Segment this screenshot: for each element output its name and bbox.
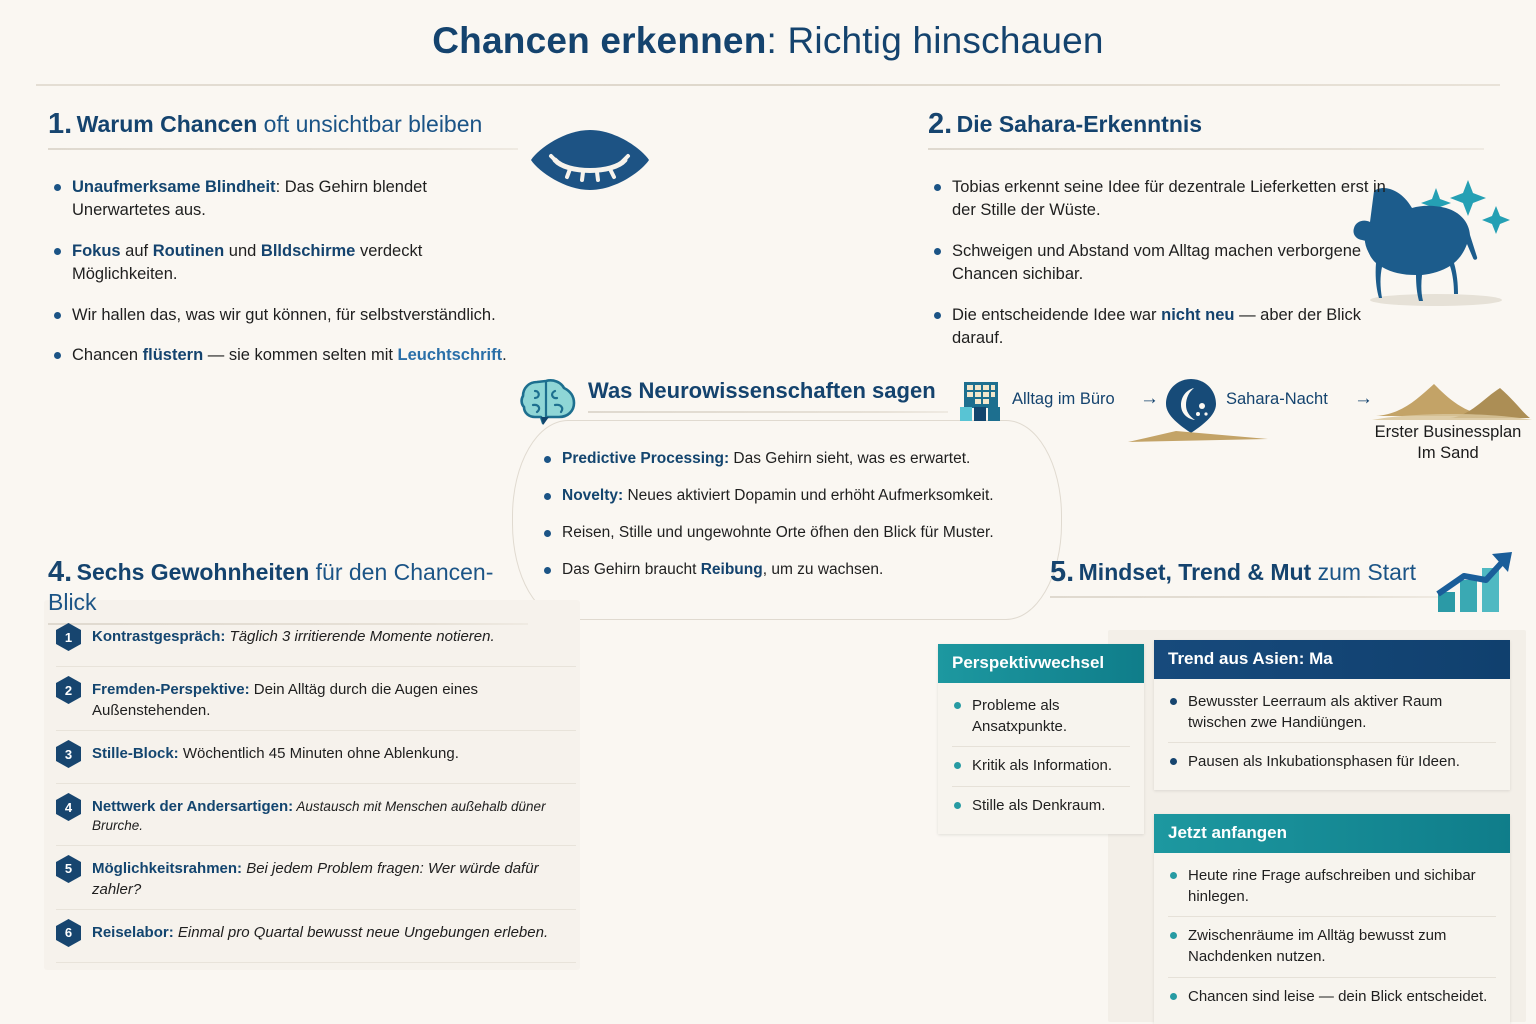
card-heading: Jetzt anfangen — [1154, 814, 1510, 853]
hex-number-badge: 6 — [56, 919, 81, 947]
card-list — [952, 687, 1130, 826]
section-2-bullet-list — [930, 176, 1400, 368]
closed-eye-icon — [529, 128, 651, 192]
list-item — [56, 731, 576, 784]
list-item: Probleme als Ansatxpunkte. — [952, 687, 1130, 747]
hex-number-badge: 5 — [56, 855, 81, 883]
card-heading: Trend aus Asien: Ma — [1154, 640, 1510, 679]
journey-flow — [958, 378, 1536, 468]
hex-number-badge: 2 — [56, 676, 81, 704]
list-item: Wir hallen das, was wir gut können, für selbstverständlich. — [50, 304, 520, 327]
title-divider — [36, 84, 1500, 86]
section-4-number: 4. — [48, 556, 73, 588]
card-list — [1168, 683, 1496, 782]
neuroscience-heading — [520, 378, 948, 413]
card-perspektivwechsel — [938, 644, 1144, 834]
neuroscience-bullet-list — [540, 448, 1040, 596]
section-4-title: Sechs Gewohnheiten für den Chancen-Blick — [48, 559, 494, 615]
habit-text: Nettwerk der Andersartigen: Austausch mit Menschen außehalb düner Brurche. — [92, 798, 546, 833]
list-item: Die entscheidende Idee war nicht neu — aber der Blick darauf. — [930, 304, 1400, 351]
page-title — [0, 20, 1536, 62]
section-2-divider — [928, 148, 1484, 150]
hex-number-badge: 3 — [56, 740, 81, 768]
section-5-divider — [1050, 596, 1440, 598]
habit-text: Möglichkeitsrahmen: Bei jedem Problem fragen: Wer würde dafür zahler? — [92, 859, 539, 898]
section-1-bullet-list — [50, 176, 520, 385]
list-item: Reisen, Stille und ungewohnte Orte öfhen den Blick für Muster. — [540, 522, 1040, 544]
section-5-title: Mindset, Trend & Mut zum Start — [1078, 559, 1417, 585]
habit-text: Kontrastgespräch: Täglich 3 irritierende Momente notieren. — [92, 628, 495, 645]
card-jetzt-anfangen — [1154, 814, 1510, 1024]
card-trend-aus-asien — [1154, 640, 1510, 790]
list-item: Pausen als Inkubationsphasen für Ideen. — [1168, 743, 1496, 782]
section-1-title: Warum Chancen oft unsichtbar bleiben — [76, 111, 483, 137]
list-item: Tobias erkennt seine Idee für dezentrale Lieferketten erst in der Stille der Wüste. — [930, 176, 1400, 223]
list-item: Unaufmerksame Blindheit: Das Gehirn blendet Unerwartetes aus. — [50, 176, 520, 223]
list-item: Fokus auf Routinen und Blldschirme verdeckt Möglichkeiten. — [50, 240, 520, 287]
section-1-heading — [48, 108, 518, 150]
list-item — [56, 784, 576, 846]
section-5-heading — [1050, 556, 1440, 598]
section-5-number: 5. — [1050, 556, 1075, 588]
neuroscience-title: Was Neurowissenschaften sagen — [588, 378, 936, 403]
hex-number-badge: 4 — [56, 793, 81, 821]
growth-chart-icon — [1434, 552, 1514, 614]
flow-step-label-2: Sahara-Nacht — [1226, 390, 1328, 408]
flow-step-label-3-line1: Erster Businessplan — [1374, 423, 1522, 441]
card-heading: Perspektivwechsel — [938, 644, 1144, 683]
flow-arrow-2: → — [1354, 388, 1373, 409]
sand-strip-icon — [1128, 430, 1268, 442]
habit-text: Stille-Block: Wöchentlich 45 Minuten ohne Ablenkung. — [92, 745, 459, 762]
section-2-heading — [928, 108, 1484, 150]
section-2-title: Die Sahara-Erkenntnis — [956, 111, 1203, 137]
list-item — [56, 667, 576, 731]
section-1-number: 1. — [48, 108, 73, 140]
habits-list — [56, 614, 576, 963]
mindset-cards — [932, 634, 1516, 1022]
flow-step-label-1: Alltag im Büro — [1012, 390, 1115, 408]
list-item: Predictive Processing: Das Gehirn sieht, was es erwartet. — [540, 448, 1040, 470]
list-item: Novelty: Neues aktiviert Dopamin und erhöht Aufmerksomkeit. — [540, 485, 1040, 507]
list-item: Stille als Denkraum. — [952, 787, 1130, 826]
list-item: Zwischenräume im Alltäg bewusst zum Nachdenken nutzen. — [1168, 917, 1496, 977]
section-2-number: 2. — [928, 108, 953, 140]
hex-number-badge: 1 — [56, 623, 81, 651]
office-building-icon — [958, 380, 1004, 427]
list-item — [56, 614, 576, 667]
flow-step-label-3-line2: Im Sand — [1417, 444, 1479, 463]
flow-step-label-3 — [1368, 422, 1528, 465]
list-item: Das Gehirn braucht Reibung, um zu wachsen. — [540, 559, 1040, 581]
list-item: Kritik als Information. — [952, 747, 1130, 787]
list-item: Chancen sind leise — dein Blick entscheidet. — [1168, 978, 1496, 1017]
list-item: Heute rine Frage aufschreiben und sichibar hinlegen. — [1168, 857, 1496, 917]
section-1-divider — [48, 148, 518, 150]
list-item — [56, 910, 576, 963]
list-item: Bewusster Leerraum als aktiver Raum twischen zwe Handiüngen. — [1168, 683, 1496, 743]
flow-arrow-1: → — [1140, 388, 1159, 409]
neuroscience-divider — [588, 411, 948, 413]
list-item: Schweigen und Abstand vom Alltag machen verborgene Chancen sichibar. — [930, 240, 1400, 287]
page-title-bold: Chancen erkennen — [432, 20, 767, 61]
habit-text: Reiselabor: Einmal pro Quartal bewusst neue Ungebungen erleben. — [92, 923, 549, 941]
habit-text: Fremden-Perspektive: Dein Alltäg durch die Augen eines Außenstehenden. — [92, 681, 479, 719]
card-list — [1168, 857, 1496, 1016]
page-title-rest: : Richtig hinschauen — [766, 20, 1104, 61]
list-item — [56, 846, 576, 910]
list-item: Chancen flüstern — sie kommen selten mit Leuchtschrift. — [50, 344, 520, 367]
